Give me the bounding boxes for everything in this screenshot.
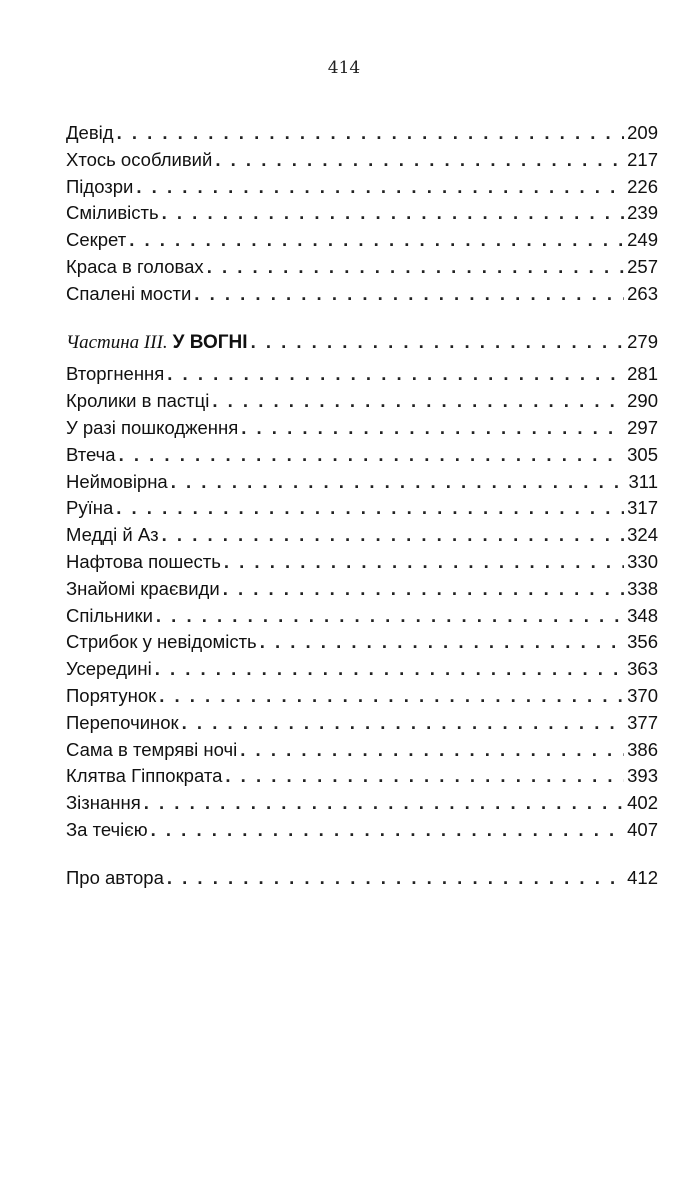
toc-entry[interactable]	[66, 415, 658, 442]
leader-dots	[241, 415, 624, 442]
entry-page-number: 377	[627, 711, 658, 733]
leader-dots	[194, 281, 624, 308]
entry-title: Підозри	[66, 175, 134, 197]
toc-entry-about-author[interactable]	[66, 865, 658, 892]
entry-title: Кролики в пастці	[66, 390, 210, 412]
entry-page-number: 263	[627, 282, 658, 304]
entry-title: Зізнання	[66, 792, 141, 814]
page-number: 414	[327, 58, 361, 78]
toc-entry[interactable]	[66, 576, 658, 603]
entry-title: Сама в темряві ночі	[66, 738, 238, 760]
leader-dots	[156, 603, 624, 630]
table-of-contents	[66, 120, 658, 892]
entry-title: Руїна	[66, 497, 114, 519]
leader-dots	[212, 388, 624, 415]
leader-dots	[162, 522, 624, 549]
entry-page-number: 257	[627, 255, 658, 277]
entry-page-number: 217	[627, 148, 658, 170]
leader-dots	[116, 495, 624, 522]
leader-dots	[224, 549, 624, 576]
leader-dots	[223, 576, 624, 603]
toc-entry[interactable]	[66, 656, 658, 683]
entry-page-number: 330	[627, 550, 658, 572]
entry-page-number: 305	[627, 443, 658, 465]
entry-title: Медді й Аз	[66, 524, 159, 546]
entry-title: Клятва Гіппократа	[66, 765, 223, 787]
entry-page-number: 290	[627, 390, 658, 412]
entry-title: Перепочинок	[66, 711, 179, 733]
entry-page-number: 209	[627, 122, 658, 143]
entry-title: Неймовірна	[66, 470, 168, 492]
leader-dots	[207, 254, 624, 281]
entry-title: Втеча	[66, 443, 116, 465]
toc-entry[interactable]	[66, 817, 658, 844]
part-label: Частина III.	[66, 331, 168, 353]
toc-part-heading[interactable]	[66, 329, 658, 356]
toc-entry[interactable]	[66, 737, 658, 764]
entry-title: Усередині	[66, 658, 152, 680]
toc-entry[interactable]	[66, 200, 658, 227]
leader-dots	[144, 790, 624, 817]
entry-page-number: 226	[627, 175, 658, 197]
toc-entry[interactable]	[66, 549, 658, 576]
leader-dots	[240, 737, 624, 764]
toc-entry[interactable]	[66, 469, 658, 496]
toc-entry[interactable]	[66, 227, 658, 254]
toc-entry[interactable]	[66, 442, 658, 469]
leader-dots	[167, 361, 624, 388]
entry-page-number: 311	[628, 470, 658, 492]
entry-page-number: 348	[627, 604, 658, 626]
toc-entry[interactable]	[66, 147, 658, 174]
entry-title: Спільники	[66, 604, 153, 626]
entry-title: Девід	[66, 122, 114, 143]
toc-entry[interactable]	[66, 495, 658, 522]
entry-title: Знайомі краєвиди	[66, 577, 220, 599]
entry-page-number: 324	[627, 524, 658, 546]
entry-title: Секрет	[66, 229, 127, 251]
entry-title: За течією	[66, 818, 148, 840]
entry-page-number: 393	[627, 765, 658, 787]
leader-dots	[151, 817, 625, 844]
leader-dots	[171, 469, 626, 496]
toc-entry[interactable]	[66, 120, 658, 147]
part-page-number: 279	[627, 330, 658, 352]
leader-dots	[215, 147, 624, 174]
entry-page-number: 356	[627, 631, 658, 653]
toc-entry[interactable]	[66, 629, 658, 656]
leader-dots	[225, 763, 624, 790]
leader-dots	[167, 865, 624, 892]
toc-entry[interactable]	[66, 710, 658, 737]
entry-page-number: 386	[627, 738, 658, 760]
entry-page-number: 338	[627, 577, 658, 599]
leader-dots	[251, 329, 625, 356]
leader-dots	[119, 442, 625, 469]
entry-title: Стрибок у невідомість	[66, 631, 257, 653]
leader-dots	[117, 120, 625, 147]
leader-dots	[162, 200, 625, 227]
toc-entry[interactable]	[66, 522, 658, 549]
entry-title: Про автора	[66, 866, 164, 888]
toc-entry[interactable]	[66, 281, 658, 308]
leader-dots	[260, 629, 624, 656]
toc-entry[interactable]	[66, 361, 658, 388]
entry-title: Порятунок	[66, 684, 157, 706]
toc-entry[interactable]	[66, 603, 658, 630]
leader-dots	[182, 710, 624, 737]
entry-page-number: 402	[627, 792, 658, 814]
entry-page-number: 239	[627, 202, 658, 224]
leader-dots	[129, 227, 624, 254]
part-title: У ВОГНІ	[172, 331, 248, 353]
part-heading-title	[66, 329, 248, 357]
entry-page-number: 407	[627, 818, 658, 840]
toc-entry[interactable]	[66, 388, 658, 415]
leader-dots	[136, 174, 624, 201]
leader-dots	[155, 656, 624, 683]
entry-page-number: 317	[627, 497, 658, 519]
entry-page-number: 297	[627, 416, 658, 438]
entry-title: У разі пошкодження	[66, 416, 239, 438]
entry-title: Сміливість	[66, 202, 159, 224]
toc-group-part-3	[66, 361, 658, 843]
toc-entry[interactable]	[66, 790, 658, 817]
toc-group-part-2	[66, 120, 658, 308]
entry-page-number: 249	[627, 229, 658, 251]
toc-entry[interactable]	[66, 763, 658, 790]
entry-title: Краса в головах	[66, 255, 204, 277]
entry-title: Спалені мости	[66, 282, 192, 304]
toc-entry[interactable]	[66, 174, 658, 201]
entry-page-number: 412	[627, 866, 658, 888]
entry-title: Хтось особливий	[66, 148, 213, 170]
leader-dots	[159, 683, 624, 710]
entry-page-number: 281	[627, 363, 658, 385]
entry-title: Вторгнення	[66, 363, 165, 385]
entry-page-number: 370	[627, 684, 658, 706]
toc-entry[interactable]	[66, 683, 658, 710]
toc-entry[interactable]	[66, 254, 658, 281]
entry-page-number: 363	[627, 658, 658, 680]
entry-title: Нафтова пошесть	[66, 550, 221, 572]
